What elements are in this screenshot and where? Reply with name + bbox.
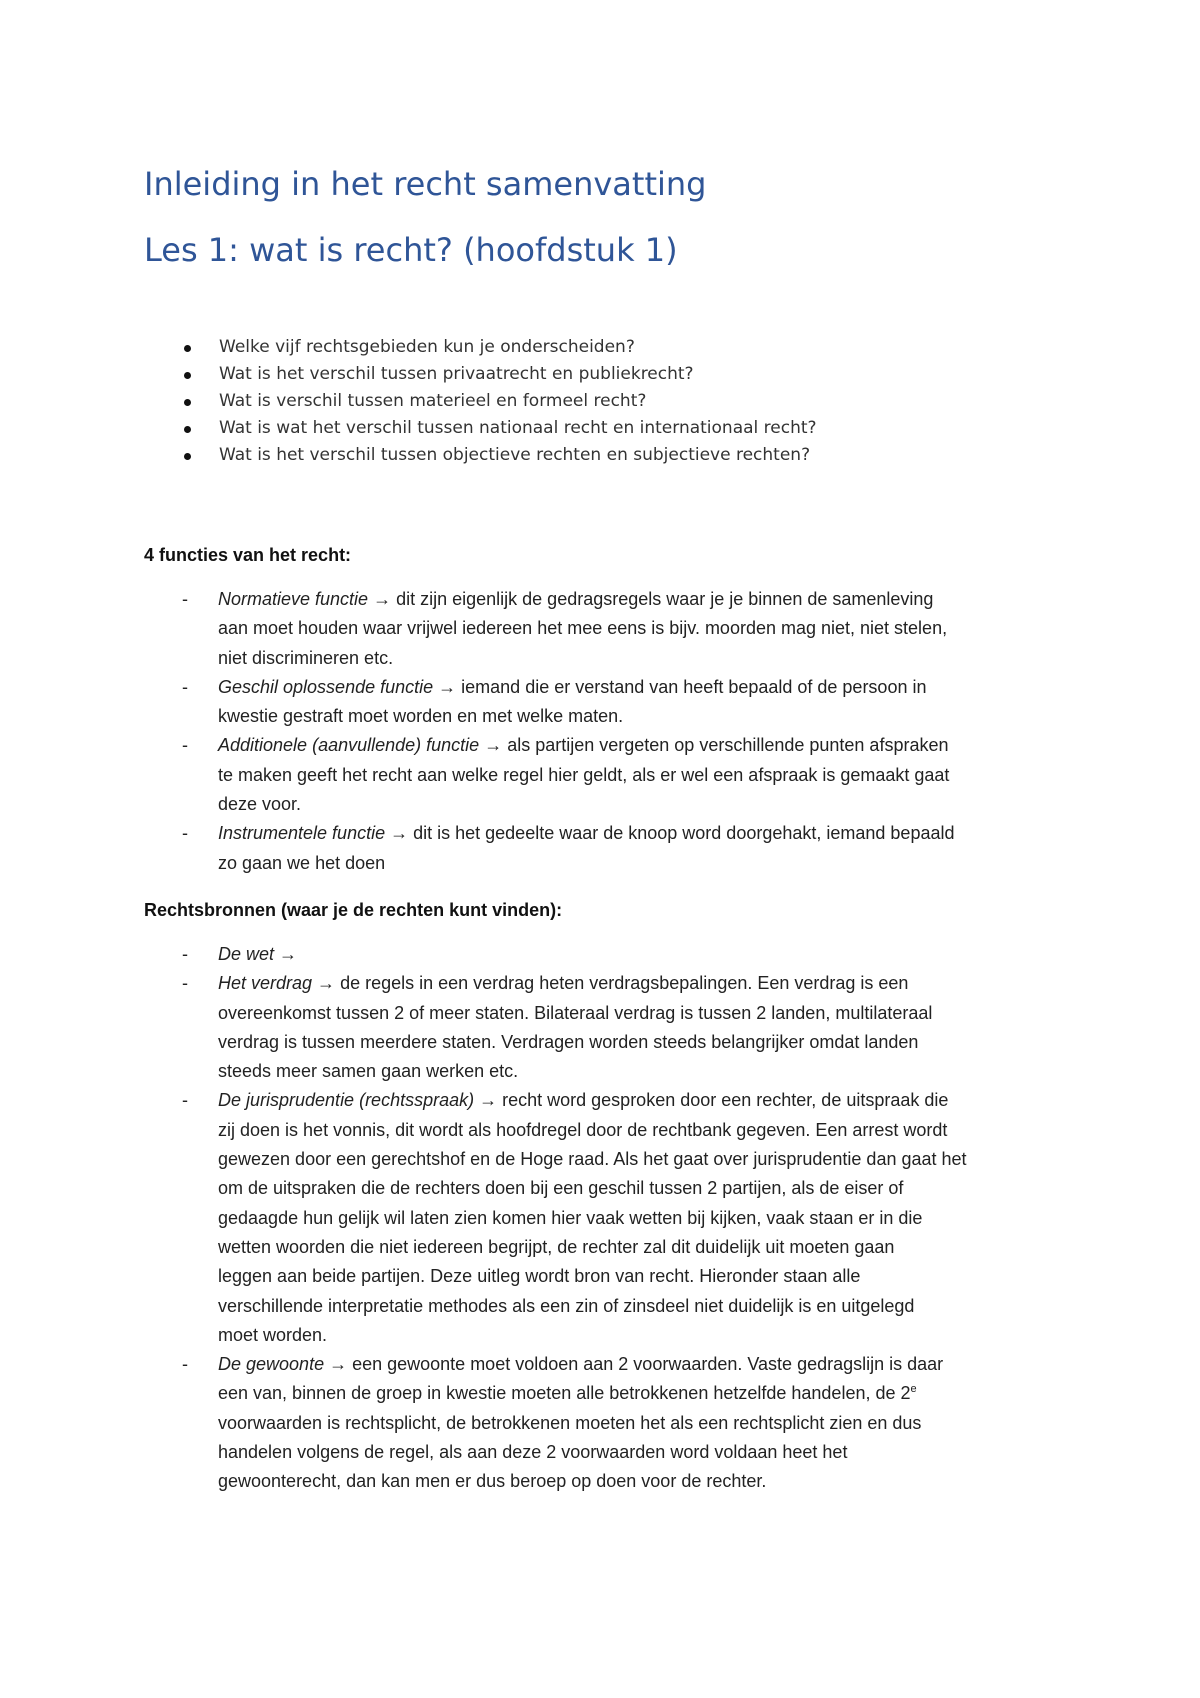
list-item <box>0 819 954 878</box>
item-text: niet discrimineren etc. <box>218 647 394 668</box>
item-continuation-line <box>218 1467 967 1496</box>
bullet-icon <box>184 399 191 406</box>
item-continuation-line <box>218 644 954 673</box>
item-text: verschillende interpretatie methodes als een zin of zinsdeel niet duidelijk is en uitgelegd <box>218 1295 915 1316</box>
item-text: voorwaarden is rechtsplicht, de betrokkenen moeten het als een rechtsplicht zien en dus <box>218 1412 922 1433</box>
list-item <box>0 1350 967 1496</box>
list-item <box>0 940 967 969</box>
question-list <box>0 334 817 469</box>
item-text: moet worden. <box>218 1324 328 1345</box>
item-continuation-line <box>218 849 954 878</box>
item-text: recht word gesproken door een rechter, de uitspraak die <box>502 1090 949 1111</box>
item-term: Het verdrag <box>218 973 313 994</box>
list-item <box>0 673 954 732</box>
list-item <box>0 585 954 673</box>
question-item: Wat is het verschil tussen privaatrecht en publiekrecht? <box>0 361 817 388</box>
item-continuation-line <box>218 1321 967 1350</box>
item-text: handelen volgens de regel, als aan deze 2 voorwaarden word voldaan heet het <box>218 1442 848 1463</box>
item-continuation-line <box>218 1292 967 1321</box>
item-term: De jurisprudentie (rechtsspraak) <box>218 1090 475 1111</box>
arrow-icon: → <box>368 589 397 609</box>
ordinal-superscript: e <box>910 1383 917 1396</box>
item-continuation-line <box>218 1379 967 1408</box>
bullet-icon <box>184 453 191 460</box>
item-continuation-line <box>218 614 954 643</box>
dash-marker: - <box>182 944 188 964</box>
item-text: gewoonterecht, dan kan men er dus beroep op doen voor de rechter. <box>218 1471 767 1492</box>
item-text: de regels in een verdrag heten verdragsbepalingen. Een verdrag is een <box>340 973 909 994</box>
item-text: aan moet houden waar vrijwel iedereen het mee eens is bijv. moorden mag niet, niet stelen, <box>218 618 948 639</box>
item-text: als partijen vergeten op verschillende punten afspraken <box>507 735 949 756</box>
item-text: wetten woorden die niet iedereen begrijpt, de rechter zal dit duidelijk uit moeten gaan <box>218 1236 895 1257</box>
question-item: Wat is wat het verschil tussen nationaal recht en internationaal recht? <box>0 415 817 442</box>
item-first-line <box>218 673 954 702</box>
item-continuation-line <box>218 999 967 1028</box>
item-text: steeds meer samen gaan werken etc. <box>218 1061 519 1082</box>
item-continuation-line <box>218 1057 967 1086</box>
dash-marker: - <box>182 973 188 994</box>
item-continuation-line <box>218 1409 967 1438</box>
bullet-icon <box>184 372 191 379</box>
item-continuation-line <box>218 1204 967 1233</box>
item-first-line <box>218 731 954 760</box>
item-continuation-line <box>218 1262 967 1291</box>
list-item <box>0 731 954 819</box>
item-text: zo gaan we het doen <box>218 852 386 873</box>
arrow-icon: → <box>324 1354 353 1375</box>
dash-marker: - <box>182 676 188 697</box>
item-text: kwestie gestraft moet worden en met welke maten. <box>218 706 624 727</box>
item-text: gewezen door een gerechtshof en de Hoge raad. Als het gaat over jurisprudentie dan gaat het <box>218 1149 967 1170</box>
question-item: Welke vijf rechtsgebieden kun je onderscheiden? <box>0 334 817 361</box>
item-first-line <box>218 819 954 848</box>
document-title: Inleiding in het recht samenvatting <box>144 165 707 203</box>
item-text: deze voor. <box>218 794 302 815</box>
item-continuation-line <box>218 1233 967 1262</box>
item-first-line <box>218 1086 967 1115</box>
item-text: zij doen is het vonnis, dit wordt als hoofdregel door de rechtbank gegeven. Een arrest wordt <box>218 1119 948 1140</box>
item-continuation-line <box>218 1028 967 1057</box>
dash-marker: - <box>182 823 188 844</box>
question-item: Wat is het verschil tussen objectieve rechten en subjectieve rechten? <box>0 442 817 469</box>
item-first-line <box>218 940 967 969</box>
item-term: Normatieve functie <box>218 589 369 609</box>
dash-marker: - <box>182 589 188 609</box>
functies-heading: 4 functies van het recht: <box>144 545 352 565</box>
item-first-line <box>218 1350 967 1379</box>
lesson-heading: Les 1: wat is recht? (hoofdstuk 1) <box>144 231 678 269</box>
item-continuation-line <box>218 1174 967 1203</box>
rechtsbronnen-heading: Rechtsbronnen (waar je de rechten kunt vinden): <box>144 900 563 920</box>
item-text: verdrag is tussen meerdere staten. Verdragen worden steeds belangrijker omdat landen <box>218 1031 919 1052</box>
bullet-icon <box>184 345 191 352</box>
item-continuation-line <box>218 1116 967 1145</box>
item-text: om de uitspraken die de rechters doen bij een geschil tussen 2 partijen, als de eiser of <box>218 1178 904 1199</box>
item-text: een van, binnen de groep in kwestie moeten alle betrokkenen hetzelfde handelen, de 2 <box>218 1383 911 1404</box>
dash-marker: - <box>182 735 188 756</box>
item-term: Instrumentele functie <box>218 823 386 844</box>
item-term: De wet <box>218 944 275 964</box>
item-text: te maken geeft het recht aan welke regel hier geldt, als er wel een afspraak is gemaakt gaat <box>218 764 950 785</box>
item-continuation-line <box>218 790 954 819</box>
list-item <box>0 1086 967 1350</box>
dash-marker: - <box>182 1354 188 1375</box>
rechtsbronnen-list <box>0 940 967 1497</box>
item-text: iemand die er verstand van heeft bepaald of de persoon in <box>461 676 927 697</box>
item-continuation-line <box>218 1145 967 1174</box>
arrow-icon: → <box>433 676 462 697</box>
item-text: dit is het gedeelte waar de knoop word doorgehakt, iemand bepaald <box>413 823 955 844</box>
bullet-icon <box>184 426 191 433</box>
item-term: Geschil oplossende functie <box>218 676 434 697</box>
dash-marker: - <box>182 1090 188 1111</box>
arrow-icon: → <box>312 973 341 994</box>
item-text: leggen aan beide partijen. Deze uitleg wordt bron van recht. Hieronder staan alle <box>218 1266 861 1287</box>
arrow-icon: → <box>274 944 298 964</box>
item-continuation-line <box>218 702 954 731</box>
functies-list <box>0 585 954 878</box>
item-continuation-line <box>218 1438 967 1467</box>
arrow-icon: → <box>474 1090 503 1111</box>
item-first-line <box>218 585 954 614</box>
arrow-icon: → <box>385 823 414 844</box>
item-text: een gewoonte moet voldoen aan 2 voorwaarden. Vaste gedragslijn is daar <box>352 1354 944 1375</box>
item-text: gedaagde hun gelijk wil laten zien komen hier vaak wetten bij kijken, vaak staan er in die <box>218 1207 923 1228</box>
item-first-line <box>218 969 967 998</box>
list-item <box>0 969 967 1086</box>
item-continuation-line <box>218 761 954 790</box>
item-text: overeenkomst tussen 2 of meer staten. Bilateraal verdrag is tussen 2 landen, multilateraal <box>218 1002 933 1023</box>
question-item: Wat is verschil tussen materieel en formeel recht? <box>0 388 817 415</box>
item-term: Additionele (aanvullende) functie <box>218 735 480 756</box>
item-text: dit zijn eigenlijk de gedragsregels waar je je binnen de samenleving <box>396 589 934 609</box>
arrow-icon: → <box>479 735 508 756</box>
item-term: De gewoonte <box>218 1354 325 1375</box>
